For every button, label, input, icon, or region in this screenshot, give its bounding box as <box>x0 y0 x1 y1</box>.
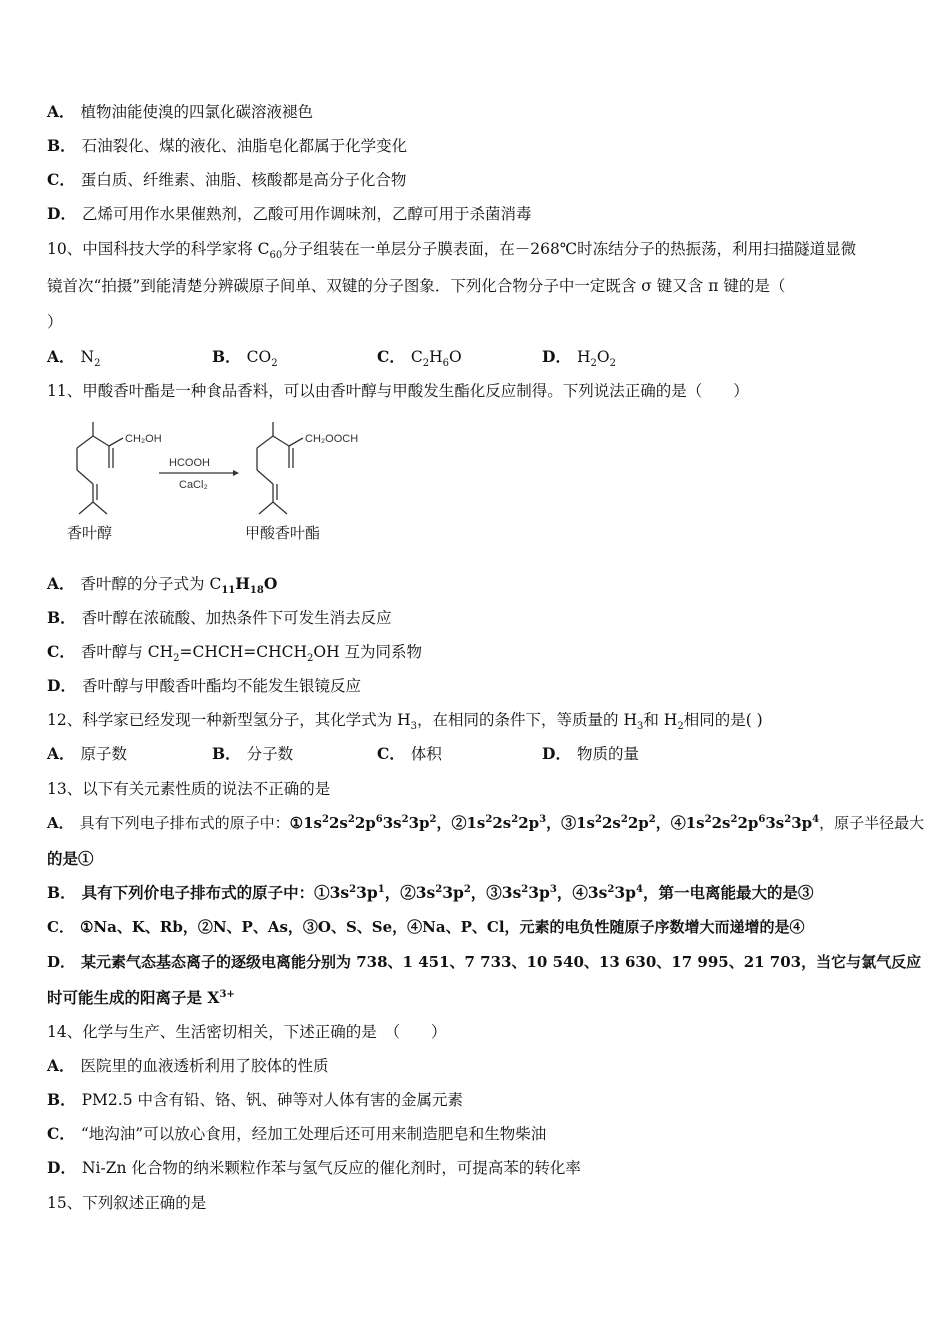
reaction-scheme <box>55 418 375 550</box>
q9-option-b: B． 石油裂化、煤的液化、油脂皂化都属于化学变化 <box>47 136 408 155</box>
q13-option-d-line1: D． 某元素气态基态离子的逐级电离能分别为 738、1 451、7 733、10 540、13 630、17 995、21 703，当它与氯气反应 <box>47 953 922 971</box>
q14-option-c: C． “地沟油”可以放心食用，经加工处理后还可用来制造肥皂和生物柴油 <box>47 1124 547 1143</box>
q14-option-a: A． 医院里的血液透析利用了胶体的性质 <box>47 1056 329 1075</box>
q10-option-d: D． $H_2O_2$ <box>542 347 616 370</box>
product-name: 甲酸香叶酯 <box>245 525 321 542</box>
q14-option-d: D． Ni-Zn 化合物的纳米颗粒作苯与氢气反应的催化剂时，可提高苯的转化率 <box>47 1158 581 1177</box>
q13-option-a-line2: 的是① <box>47 849 94 868</box>
q13-option-b: B． 具有下列价电子排布式的原子中：$①3s^23p^1$，$②3s^23p^2$，$③3s^23p^3$，$④3s^23p^4$，第一电离能最大的是③ <box>47 883 814 902</box>
arrow-head <box>233 470 239 476</box>
q10-stem-line1: 10、中国科技大学的科学家将 $C_{60}$分子组装在一单层分子膜表面，在－268℃时冻结分子的热振荡，利用扫描隧道显微 <box>47 240 857 262</box>
q11-option-d: D． 香叶醇与甲酸香叶酯均不能发生银镜反应 <box>47 676 361 695</box>
q11-option-c: C． 香叶醇与 $CH_2=CHCH=CHCH_2OH$ 互为同系物 <box>47 642 423 665</box>
q9-option-c: C． 蛋白质、纤维素、油脂、核酸都是高分子化合物 <box>47 170 407 189</box>
q14-stem: 14、化学与生产、生活密切相关，下述正确的是 （ ） <box>47 1023 447 1041</box>
q9-option-d: D． 乙烯可用作水果催熟剂，乙酸可用作调味剂，乙醇可用于杀菌消毒 <box>47 204 532 223</box>
reagent-top: HCOOH <box>169 457 210 469</box>
q9-option-a: A． 植物油能使溴的四氯化碳溶液褪色 <box>47 102 314 121</box>
q11-reaction-diagram <box>55 418 375 550</box>
q13-option-c: C． ①Na、K、Rb，②N、P、As，③O、S、Se，④Na、P、Cl，元素的电负性随原子序数增大而递增的是④ <box>47 918 805 936</box>
q13-stem: 13、以下有关元素性质的说法不正确的是 <box>47 780 331 798</box>
q14-option-b: B． PM2.5 中含有铅、铬、钒、砷等对人体有害的金属元素 <box>47 1090 463 1109</box>
q12-option-c: C． 体积 <box>377 744 442 763</box>
q11-option-b: B． 香叶醇在浓硫酸、加热条件下可发生消去反应 <box>47 608 392 627</box>
q13-option-d-line2: 时可能生成的阳离子是 $X^{3+}$ <box>47 988 235 1007</box>
reagent-bottom: CaCl₂ <box>179 479 208 491</box>
q11-option-a: A． 香叶醇的分子式为 $C_{11}H_{18}O$ <box>47 574 278 597</box>
q12-option-d: D． 物质的量 <box>542 744 639 763</box>
q10-option-c: C． $C_2H_6O$ <box>377 347 462 370</box>
q12-option-a: A． 原子数 <box>47 744 128 763</box>
reactant-skeleton <box>77 422 123 514</box>
q11-stem: 11、甲酸香叶酯是一种食品香料，可以由香叶醇与甲酸发生酯化反应制得。下列说法正确的是（ ） <box>47 382 749 400</box>
q12-option-b: B． 分子数 <box>212 744 294 763</box>
product-skeleton <box>257 422 303 514</box>
q15-stem: 15、下列叙述正确的是 <box>47 1194 207 1212</box>
q12-stem: 12、科学家已经发现一种新型氢分子，其化学式为 $H_3$，在相同的条件下，等质量的 $H_3$和 $H_2$相同的是( ) <box>47 711 763 733</box>
reactant-name: 香叶醇 <box>67 525 113 542</box>
q10-stem-line2: 镜首次“拍摄”到能清楚分辨碳原子间单、双键的分子图象．下列化合物分子中一定既含 σ 键又含 π 键的是（ <box>47 277 786 295</box>
q10-stem-line3: ） <box>47 313 63 331</box>
q13-option-a-line1: A． 具有下列电子排布式的原子中：$①1s^22s^22p^63s^23p^2$，$②1s^22s^22p^3$，$③1s^22s^22p^2$，$④1s^22s^22p^63s^23p^4$，原子半径最大 <box>47 814 925 832</box>
reactant-group-label: CH₂OH <box>125 433 162 445</box>
q10-option-b: B． $CO_2$ <box>212 347 278 370</box>
q10-option-a: A． $N_2$ <box>47 347 101 370</box>
product-group-label: CH₂OOCH <box>305 433 359 445</box>
